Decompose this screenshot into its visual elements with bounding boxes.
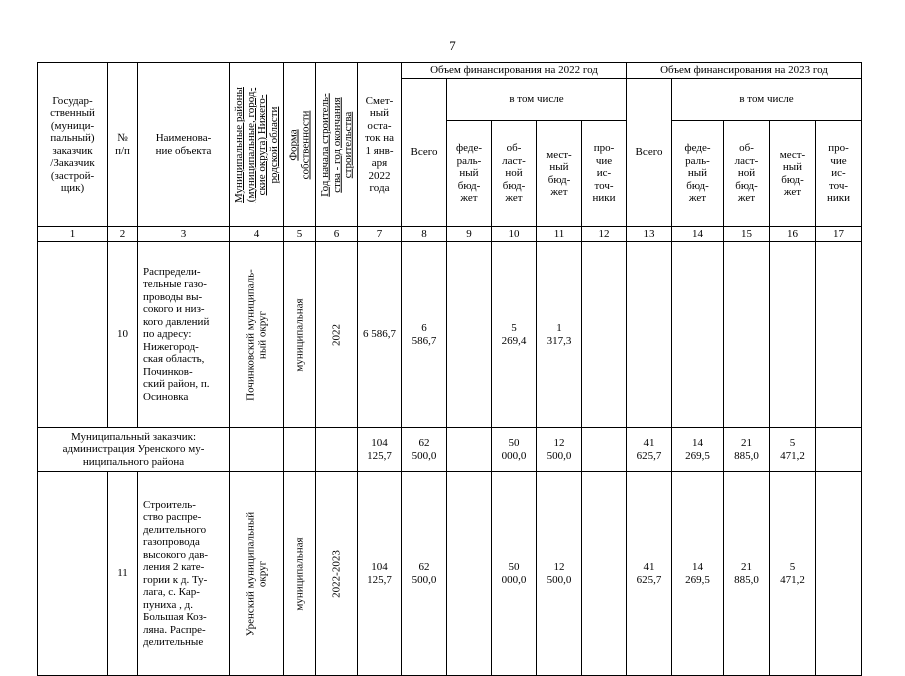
col-number: 5 bbox=[284, 227, 316, 242]
federal-2022-cell bbox=[447, 472, 492, 676]
header-regional-2022: об- ласт- ной бюд- жет bbox=[492, 121, 537, 227]
header-ownership-text: Форма собственности bbox=[287, 110, 311, 179]
local-2023-cell bbox=[770, 242, 816, 428]
total-2023-cell: 41 625,7 bbox=[627, 428, 672, 472]
header-incl-2023: в том числе bbox=[672, 79, 862, 121]
ownership-text: муниципальная bbox=[292, 536, 305, 611]
table-row bbox=[38, 242, 862, 428]
local-2022-cell: 1 317,3 bbox=[537, 242, 582, 428]
header-district bbox=[230, 63, 284, 227]
col-number: 7 bbox=[358, 227, 402, 242]
federal-2023-cell: 14 269,5 bbox=[672, 428, 724, 472]
other-2022-cell bbox=[582, 472, 627, 676]
col-number: 12 bbox=[582, 227, 627, 242]
col-number: 13 bbox=[627, 227, 672, 242]
header-fin-2022: Объем финансирования на 2022 год bbox=[402, 63, 627, 79]
years-cell bbox=[316, 242, 358, 428]
header-total-2022: Всего bbox=[402, 79, 447, 227]
other-2022-cell bbox=[582, 242, 627, 428]
header-other-2023: про- чие ис- точ- ники bbox=[816, 121, 862, 227]
header-ownership bbox=[284, 63, 316, 227]
federal-2023-cell bbox=[672, 242, 724, 428]
regional-2022-cell: 50 000,0 bbox=[492, 472, 537, 676]
regional-2022-cell: 50 000,0 bbox=[492, 428, 537, 472]
col-number: 3 bbox=[138, 227, 230, 242]
col-number: 9 bbox=[447, 227, 492, 242]
col-number: 4 bbox=[230, 227, 284, 242]
total-2022-cell: 62 500,0 bbox=[402, 472, 447, 676]
header-customer: Государ- ственный (муници- пальный) заказчик /Заказчик (застрой- щик) bbox=[38, 63, 108, 227]
page-number: 7 bbox=[449, 38, 456, 53]
regional-2023-cell bbox=[724, 242, 770, 428]
row-number: 11 bbox=[108, 472, 138, 676]
col-number: 15 bbox=[724, 227, 770, 242]
header-local-2022: мест- ный бюд- жет bbox=[537, 121, 582, 227]
column-numbers-row bbox=[38, 227, 862, 242]
total-2023-cell: 41 625,7 bbox=[627, 472, 672, 676]
col-number: 11 bbox=[537, 227, 582, 242]
object-name: Строитель- ство распре- делительного газопровода высокого дав- ления 2 кате- гории к д. Ту- лага, с. Кар- пуниха , д. Большая Коз- ляна. Распре- делительные bbox=[138, 472, 230, 676]
regional-2023-cell: 21 885,0 bbox=[724, 472, 770, 676]
local-2023-cell: 5 471,2 bbox=[770, 472, 816, 676]
district-text: Уренский муниципальный округ bbox=[244, 511, 268, 636]
object-name: Распредели- тельные газо- проводы вы- сокого и низ- кого давлений по адресу: Нижегород- ская область, Починков- ский район, п. Осиновка bbox=[138, 242, 230, 428]
balance-cell: 6 586,7 bbox=[358, 242, 402, 428]
years-text: 2022 bbox=[329, 323, 342, 346]
local-2023-cell: 5 471,2 bbox=[770, 428, 816, 472]
header-years bbox=[316, 63, 358, 227]
col-number: 2 bbox=[108, 227, 138, 242]
years-text: 2022-2023 bbox=[329, 549, 342, 598]
table-row bbox=[38, 472, 862, 676]
total-2022-cell: 62 500,0 bbox=[402, 428, 447, 472]
federal-2023-cell: 14 269,5 bbox=[672, 472, 724, 676]
header-total-2023: Всего bbox=[627, 79, 672, 227]
total-2022-cell: 6 586,7 bbox=[402, 242, 447, 428]
col-number: 8 bbox=[402, 227, 447, 242]
ownership-text: муниципальная bbox=[292, 297, 305, 372]
regional-2022-cell: 5 269,4 bbox=[492, 242, 537, 428]
local-2022-cell: 12 500,0 bbox=[537, 472, 582, 676]
header-federal-2022: феде- раль- ный бюд- жет bbox=[447, 121, 492, 227]
customer-cell-empty bbox=[38, 242, 108, 428]
total-2023-cell bbox=[627, 242, 672, 428]
row-number: 10 bbox=[108, 242, 138, 428]
financing-table bbox=[37, 62, 862, 676]
local-2022-cell: 12 500,0 bbox=[537, 428, 582, 472]
col-number: 16 bbox=[770, 227, 816, 242]
balance-cell: 104 125,7 bbox=[358, 472, 402, 676]
ownership-cell bbox=[284, 242, 316, 428]
federal-2022-cell bbox=[447, 242, 492, 428]
district-text: Починковский муниципаль- ный округ bbox=[244, 268, 268, 401]
customer-label: Муниципальный заказчик: администрация Уренского му- ниципального района bbox=[38, 428, 230, 472]
header-balance: Смет- ный оста- ток на 1 янв- аря 2022 года bbox=[358, 63, 402, 227]
header-district-text: Муниципальные районы (муниципальные, город- ские округа) Нижего- родской области bbox=[232, 86, 279, 203]
regional-2023-cell: 21 885,0 bbox=[724, 428, 770, 472]
header-regional-2023: об- ласт- ной бюд- жет bbox=[724, 121, 770, 227]
col-number: 17 bbox=[816, 227, 862, 242]
other-2023-cell bbox=[816, 472, 862, 676]
col-number: 14 bbox=[672, 227, 724, 242]
other-2023-cell bbox=[816, 242, 862, 428]
balance-cell: 104 125,7 bbox=[358, 428, 402, 472]
district-cell bbox=[230, 472, 284, 676]
col-number: 1 bbox=[38, 227, 108, 242]
header-object-name: Наименова- ние объекта bbox=[138, 63, 230, 227]
col-number: 10 bbox=[492, 227, 537, 242]
header-fin-2023: Объем финансирования на 2023 год bbox=[627, 63, 862, 79]
district-cell bbox=[230, 242, 284, 428]
header-number: № п/п bbox=[108, 63, 138, 227]
header-local-2023: мест- ный бюд- жет bbox=[770, 121, 816, 227]
header-other-2022: про- чие ис- точ- ники bbox=[582, 121, 627, 227]
ownership-cell bbox=[284, 472, 316, 676]
customer-summary-row bbox=[38, 428, 862, 472]
customer-cell-empty bbox=[38, 472, 108, 676]
header-years-text: Год начала строитель- ства - год окончания строительства bbox=[318, 92, 354, 197]
col-number: 6 bbox=[316, 227, 358, 242]
years-cell bbox=[316, 472, 358, 676]
header-federal-2023: феде- раль- ный бюд- жет bbox=[672, 121, 724, 227]
header-incl-2022: в том числе bbox=[447, 79, 627, 121]
